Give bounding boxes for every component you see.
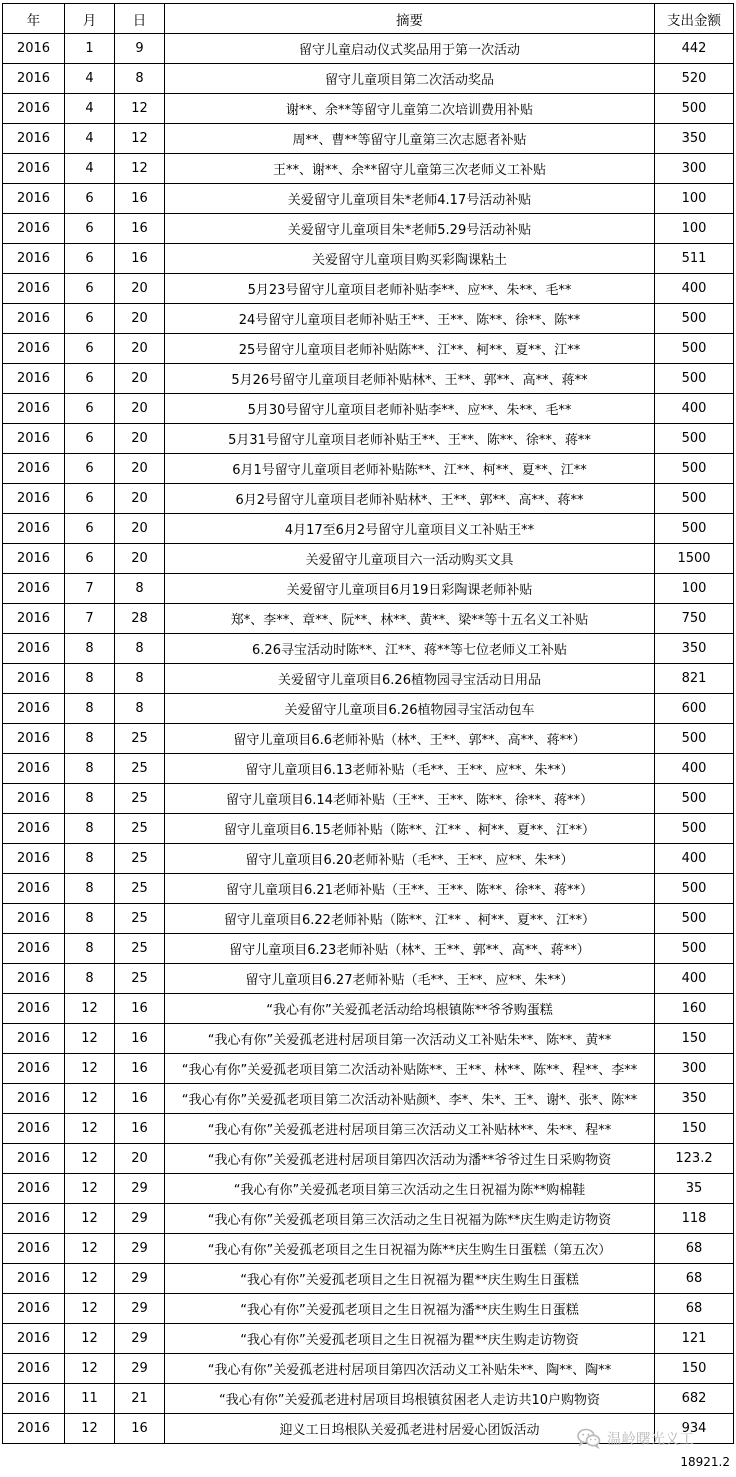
table-row	[3, 994, 734, 1024]
cell-summary: “我心有你”关爱孤老进村居项目第四次活动为潘**爷爷过生日采购物资	[165, 1144, 655, 1174]
cell-month: 6	[65, 394, 115, 424]
cell-summary: “我心有你”关爱孤老进村居项目第四次活动义工补贴朱**、陶**、陶**	[165, 1354, 655, 1384]
cell-day: 25	[115, 844, 165, 874]
cell-year: 2016	[3, 34, 65, 64]
cell-year: 2016	[3, 454, 65, 484]
cell-year: 2016	[3, 184, 65, 214]
cell-day: 20	[115, 544, 165, 574]
table-row	[3, 1174, 734, 1204]
cell-day: 25	[115, 934, 165, 964]
cell-amount: 500	[655, 304, 734, 334]
cell-amount: 520	[655, 64, 734, 94]
cell-amount: 118	[655, 1204, 734, 1234]
cell-month: 6	[65, 334, 115, 364]
table-row	[3, 634, 734, 664]
cell-year: 2016	[3, 334, 65, 364]
table-row	[3, 754, 734, 784]
cell-summary: 留守儿童项目6.6老师补贴（林*、王**、郭**、高**、蒋**）	[165, 724, 655, 754]
cell-amount: 150	[655, 1354, 734, 1384]
table-row	[3, 484, 734, 514]
cell-day: 25	[115, 814, 165, 844]
cell-year: 2016	[3, 604, 65, 634]
cell-month: 12	[65, 1354, 115, 1384]
cell-month: 8	[65, 754, 115, 784]
cell-day: 21	[115, 1384, 165, 1414]
cell-amount: 500	[655, 484, 734, 514]
cell-summary: 留守儿童项目6.21老师补贴（王**、王**、陈**、徐**、蒋**）	[165, 874, 655, 904]
table-row	[3, 304, 734, 334]
cell-month: 8	[65, 634, 115, 664]
cell-day: 28	[115, 604, 165, 634]
cell-year: 2016	[3, 754, 65, 784]
table-row	[3, 184, 734, 214]
cell-year: 2016	[3, 394, 65, 424]
cell-amount: 35	[655, 1174, 734, 1204]
cell-amount: 500	[655, 874, 734, 904]
cell-summary: 关爱留守儿童项目6月19日彩陶课老师补贴	[165, 574, 655, 604]
cell-summary: “我心有你”关爱孤老项目第二次活动补贴陈**、王**、林**、陈**、程**、李**	[165, 1054, 655, 1084]
table-row	[3, 874, 734, 904]
cell-month: 4	[65, 154, 115, 184]
cell-summary: “我心有你”关爱孤老活动给坞根镇陈**爷爷购蛋糕	[165, 994, 655, 1024]
cell-year: 2016	[3, 214, 65, 244]
expense-table	[2, 3, 734, 1444]
cell-amount: 300	[655, 1054, 734, 1084]
cell-summary: 留守儿童项目6.20老师补贴（毛**、王**、应**、朱**）	[165, 844, 655, 874]
cell-day: 20	[115, 424, 165, 454]
table-row	[3, 694, 734, 724]
cell-summary: 留守儿童项目6.15老师补贴（陈**、江** 、柯**、夏**、江**）	[165, 814, 655, 844]
cell-day: 12	[115, 94, 165, 124]
table-row	[3, 1354, 734, 1384]
cell-amount: 400	[655, 754, 734, 784]
cell-year: 2016	[3, 574, 65, 604]
cell-summary: “我心有你”关爱孤老项目之生日祝福为潘**庆生购生日蛋糕	[165, 1294, 655, 1324]
cell-year: 2016	[3, 154, 65, 184]
table-row	[3, 1294, 734, 1324]
cell-year: 2016	[3, 874, 65, 904]
cell-summary: 关爱留守儿童项目朱*老师4.17号活动补贴	[165, 184, 655, 214]
cell-summary: 关爱留守儿童项目6.26植物园寻宝活动日用品	[165, 664, 655, 694]
cell-month: 12	[65, 1414, 115, 1444]
cell-month: 8	[65, 904, 115, 934]
cell-month: 6	[65, 514, 115, 544]
cell-day: 20	[115, 514, 165, 544]
wechat-icon	[577, 1428, 601, 1449]
cell-month: 12	[65, 1204, 115, 1234]
cell-year: 2016	[3, 724, 65, 754]
cell-day: 20	[115, 394, 165, 424]
cell-summary: “我心有你”关爱孤老进村居项目坞根镇贫困老人走访共10户购物资	[165, 1384, 655, 1414]
cell-amount: 68	[655, 1234, 734, 1264]
table-row	[3, 1054, 734, 1084]
header-summary: 摘要	[165, 4, 655, 34]
table-row	[3, 334, 734, 364]
cell-year: 2016	[3, 904, 65, 934]
cell-summary: “我心有你”关爱孤老项目第三次活动之生日祝福为陈**庆生购走访物资	[165, 1204, 655, 1234]
cell-day: 16	[115, 1024, 165, 1054]
cell-month: 12	[65, 1174, 115, 1204]
table-row	[3, 1384, 734, 1414]
cell-day: 20	[115, 274, 165, 304]
cell-amount: 500	[655, 94, 734, 124]
cell-month: 12	[65, 1114, 115, 1144]
cell-amount: 500	[655, 514, 734, 544]
table-row	[3, 544, 734, 574]
cell-month: 8	[65, 694, 115, 724]
cell-month: 4	[65, 94, 115, 124]
cell-summary: 迎义工日坞根队关爱孤老进村居爱心团饭活动	[165, 1414, 655, 1444]
table-row	[3, 124, 734, 154]
cell-month: 12	[65, 1024, 115, 1054]
table-row	[3, 154, 734, 184]
cell-month: 8	[65, 724, 115, 754]
cell-day: 25	[115, 784, 165, 814]
cell-summary: 4月17至6月2号留守儿童项目义工补贴王**	[165, 514, 655, 544]
cell-day: 9	[115, 34, 165, 64]
cell-summary: 6月2号留守儿童项目老师补贴林*、王**、郭**、高**、蒋**	[165, 484, 655, 514]
cell-amount: 500	[655, 784, 734, 814]
cell-year: 2016	[3, 784, 65, 814]
cell-summary: 6月1号留守儿童项目老师补贴陈**、江**、柯**、夏**、江**	[165, 454, 655, 484]
cell-year: 2016	[3, 1024, 65, 1054]
cell-amount: 500	[655, 814, 734, 844]
cell-amount: 100	[655, 184, 734, 214]
cell-amount: 68	[655, 1264, 734, 1294]
cell-day: 20	[115, 454, 165, 484]
cell-summary: 5月30号留守儿童项目老师补贴李**、应**、朱**、毛**	[165, 394, 655, 424]
cell-summary: “我心有你”关爱孤老项目之生日祝福为陈**庆生购生日蛋糕（第五次）	[165, 1234, 655, 1264]
cell-year: 2016	[3, 1204, 65, 1234]
cell-year: 2016	[3, 1324, 65, 1354]
cell-month: 12	[65, 1234, 115, 1264]
cell-month: 7	[65, 604, 115, 634]
cell-day: 29	[115, 1204, 165, 1234]
cell-year: 2016	[3, 1174, 65, 1204]
cell-year: 2016	[3, 1054, 65, 1084]
cell-day: 12	[115, 154, 165, 184]
cell-month: 12	[65, 994, 115, 1024]
cell-year: 2016	[3, 1084, 65, 1114]
cell-summary: “我心有你”关爱孤老项目第二次活动补贴颜*、李*、朱*、王*、谢*、张*、陈**	[165, 1084, 655, 1114]
cell-year: 2016	[3, 694, 65, 724]
table-row	[3, 934, 734, 964]
cell-amount: 400	[655, 844, 734, 874]
cell-day: 8	[115, 634, 165, 664]
cell-day: 29	[115, 1234, 165, 1264]
cell-amount: 150	[655, 1024, 734, 1054]
cell-month: 8	[65, 964, 115, 994]
table-row	[3, 904, 734, 934]
table-row	[3, 664, 734, 694]
header-year: 年	[3, 4, 65, 34]
cell-summary: “我心有你”关爱孤老项目之生日祝福为瞿**庆生购走访物资	[165, 1324, 655, 1354]
cell-day: 29	[115, 1324, 165, 1354]
cell-summary: 关爱留守儿童项目六一活动购买文具	[165, 544, 655, 574]
table-row	[3, 784, 734, 814]
cell-year: 2016	[3, 1234, 65, 1264]
cell-summary: 郑*、李**、章**、阮**、林**、黄**、梁**等十五名义工补贴	[165, 604, 655, 634]
cell-month: 12	[65, 1294, 115, 1324]
cell-amount: 511	[655, 244, 734, 274]
table-row	[3, 424, 734, 454]
cell-amount: 500	[655, 424, 734, 454]
cell-day: 8	[115, 664, 165, 694]
cell-month: 8	[65, 664, 115, 694]
cell-month: 12	[65, 1054, 115, 1084]
cell-year: 2016	[3, 364, 65, 394]
watermark-text: 温岭曙光义工	[607, 1432, 694, 1448]
cell-month: 6	[65, 214, 115, 244]
cell-month: 6	[65, 454, 115, 484]
cell-year: 2016	[3, 484, 65, 514]
cell-year: 2016	[3, 1144, 65, 1174]
cell-summary: 留守儿童项目6.22老师补贴（陈**、江** 、柯**、夏**、江**）	[165, 904, 655, 934]
cell-year: 2016	[3, 1114, 65, 1144]
table-row	[3, 364, 734, 394]
cell-summary: 留守儿童项目6.27老师补贴（毛**、王**、应**、朱**）	[165, 964, 655, 994]
cell-year: 2016	[3, 664, 65, 694]
cell-year: 2016	[3, 1384, 65, 1414]
cell-month: 6	[65, 544, 115, 574]
cell-amount: 500	[655, 724, 734, 754]
table-row	[3, 604, 734, 634]
cell-amount: 300	[655, 154, 734, 184]
cell-month: 6	[65, 484, 115, 514]
cell-summary: 留守儿童项目6.13老师补贴（毛**、王**、应**、朱**）	[165, 754, 655, 784]
cell-month: 8	[65, 814, 115, 844]
cell-year: 2016	[3, 124, 65, 154]
table-row	[3, 64, 734, 94]
cell-year: 2016	[3, 544, 65, 574]
cell-summary: 关爱留守儿童项目购买彩陶课粘土	[165, 244, 655, 274]
cell-day: 29	[115, 1174, 165, 1204]
cell-month: 8	[65, 784, 115, 814]
cell-summary: 5月23号留守儿童项目老师补贴李**、应**、朱**、毛**	[165, 274, 655, 304]
table-row	[3, 724, 734, 754]
cell-day: 20	[115, 484, 165, 514]
table-row	[3, 274, 734, 304]
cell-month: 6	[65, 274, 115, 304]
cell-amount: 442	[655, 34, 734, 64]
cell-amount: 100	[655, 574, 734, 604]
cell-amount: 350	[655, 124, 734, 154]
cell-day: 12	[115, 124, 165, 154]
cell-amount: 500	[655, 934, 734, 964]
table-row	[3, 1114, 734, 1144]
cell-amount: 400	[655, 964, 734, 994]
table-row	[3, 1024, 734, 1054]
header-day: 日	[115, 4, 165, 34]
cell-year: 2016	[3, 94, 65, 124]
cell-day: 16	[115, 1414, 165, 1444]
cell-day: 16	[115, 184, 165, 214]
cell-day: 25	[115, 874, 165, 904]
cell-day: 25	[115, 754, 165, 784]
cell-month: 6	[65, 244, 115, 274]
header-amount: 支出金额	[655, 4, 734, 34]
cell-amount: 100	[655, 214, 734, 244]
cell-month: 8	[65, 934, 115, 964]
cell-month: 6	[65, 424, 115, 454]
cell-day: 20	[115, 364, 165, 394]
cell-year: 2016	[3, 1354, 65, 1384]
cell-amount: 400	[655, 394, 734, 424]
cell-amount: 750	[655, 604, 734, 634]
cell-day: 16	[115, 1114, 165, 1144]
total-amount: 18921.2	[680, 1455, 730, 1469]
cell-year: 2016	[3, 934, 65, 964]
table-row	[3, 244, 734, 274]
cell-summary: 王**、谢**、余**留守儿童第三次老师义工补贴	[165, 154, 655, 184]
cell-amount: 68	[655, 1294, 734, 1324]
cell-month: 4	[65, 64, 115, 94]
cell-amount: 150	[655, 1114, 734, 1144]
cell-amount: 160	[655, 994, 734, 1024]
cell-summary: 周**、曹**等留守儿童第三次志愿者补贴	[165, 124, 655, 154]
cell-amount: 821	[655, 664, 734, 694]
cell-amount: 934	[655, 1414, 734, 1444]
table-row	[3, 1234, 734, 1264]
cell-day: 16	[115, 994, 165, 1024]
cell-summary: “我心有你”关爱孤老进村居项目第三次活动义工补贴林**、朱**、程**	[165, 1114, 655, 1144]
cell-amount: 350	[655, 634, 734, 664]
cell-month: 11	[65, 1384, 115, 1414]
cell-summary: 24号留守儿童项目老师补贴王**、王**、陈**、徐**、陈**	[165, 304, 655, 334]
cell-month: 6	[65, 304, 115, 334]
cell-summary: 关爱留守儿童项目6.26植物园寻宝活动包车	[165, 694, 655, 724]
cell-amount: 400	[655, 274, 734, 304]
cell-summary: “我心有你”关爱孤老项目之生日祝福为瞿**庆生购生日蛋糕	[165, 1264, 655, 1294]
cell-day: 8	[115, 64, 165, 94]
cell-year: 2016	[3, 514, 65, 544]
cell-month: 12	[65, 1084, 115, 1114]
table-row	[3, 964, 734, 994]
watermark	[577, 1428, 694, 1449]
table-row	[3, 514, 734, 544]
table-row	[3, 844, 734, 874]
cell-year: 2016	[3, 274, 65, 304]
cell-amount: 350	[655, 1084, 734, 1114]
cell-summary: 留守儿童项目6.23老师补贴（林*、王**、郭**、高**、蒋**）	[165, 934, 655, 964]
cell-day: 20	[115, 304, 165, 334]
cell-summary: 留守儿童项目第二次活动奖品	[165, 64, 655, 94]
table-body	[3, 34, 734, 1444]
table-row	[3, 94, 734, 124]
cell-amount: 600	[655, 694, 734, 724]
cell-month: 12	[65, 1264, 115, 1294]
header-row	[3, 4, 734, 34]
table-row	[3, 1264, 734, 1294]
cell-amount: 500	[655, 364, 734, 394]
cell-month: 12	[65, 1324, 115, 1354]
table-row	[3, 574, 734, 604]
cell-day: 25	[115, 724, 165, 754]
cell-summary: 25号留守儿童项目老师补贴陈**、江**、柯**、夏**、江**	[165, 334, 655, 364]
table-row	[3, 1144, 734, 1174]
cell-year: 2016	[3, 424, 65, 454]
cell-day: 29	[115, 1294, 165, 1324]
cell-year: 2016	[3, 634, 65, 664]
cell-day: 16	[115, 244, 165, 274]
cell-amount: 500	[655, 454, 734, 484]
cell-day: 29	[115, 1264, 165, 1294]
cell-month: 8	[65, 874, 115, 904]
cell-year: 2016	[3, 964, 65, 994]
cell-amount: 121	[655, 1324, 734, 1354]
table-row	[3, 1324, 734, 1354]
cell-day: 8	[115, 694, 165, 724]
cell-year: 2016	[3, 304, 65, 334]
cell-summary: “我心有你”关爱孤老进村居项目第一次活动义工补贴朱**、陈**、黄**	[165, 1024, 655, 1054]
cell-year: 2016	[3, 844, 65, 874]
cell-year: 2016	[3, 64, 65, 94]
cell-month: 4	[65, 124, 115, 154]
cell-year: 2016	[3, 1294, 65, 1324]
cell-amount: 500	[655, 904, 734, 934]
header-month: 月	[65, 4, 115, 34]
cell-year: 2016	[3, 994, 65, 1024]
cell-month: 6	[65, 184, 115, 214]
cell-summary: 留守儿童项目6.14老师补贴（王**、王**、陈**、徐**、蒋**）	[165, 784, 655, 814]
cell-day: 8	[115, 574, 165, 604]
cell-amount: 123.2	[655, 1144, 734, 1174]
table-row	[3, 1204, 734, 1234]
cell-day: 20	[115, 1144, 165, 1174]
cell-month: 8	[65, 844, 115, 874]
cell-summary: 6.26寻宝活动时陈**、江**、蒋**等七位老师义工补贴	[165, 634, 655, 664]
cell-month: 12	[65, 1144, 115, 1174]
table-row	[3, 454, 734, 484]
cell-day: 25	[115, 964, 165, 994]
table-row	[3, 214, 734, 244]
cell-day: 16	[115, 1054, 165, 1084]
cell-summary: 谢**、余**等留守儿童第二次培训费用补贴	[165, 94, 655, 124]
cell-year: 2016	[3, 1414, 65, 1444]
cell-day: 29	[115, 1354, 165, 1384]
cell-day: 16	[115, 1084, 165, 1114]
table-row	[3, 814, 734, 844]
cell-day: 25	[115, 904, 165, 934]
table-row	[3, 34, 734, 64]
cell-summary: 留守儿童启动仪式奖品用于第一次活动	[165, 34, 655, 64]
table-row	[3, 1084, 734, 1114]
cell-month: 1	[65, 34, 115, 64]
cell-month: 7	[65, 574, 115, 604]
cell-month: 6	[65, 364, 115, 394]
cell-year: 2016	[3, 814, 65, 844]
cell-year: 2016	[3, 1264, 65, 1294]
cell-summary: 5月26号留守儿童项目老师补贴林*、王**、郭**、高**、蒋**	[165, 364, 655, 394]
cell-amount: 682	[655, 1384, 734, 1414]
cell-summary: “我心有你”关爱孤老项目第三次活动之生日祝福为陈**购棉鞋	[165, 1174, 655, 1204]
cell-summary: 关爱留守儿童项目朱*老师5.29号活动补贴	[165, 214, 655, 244]
cell-day: 16	[115, 214, 165, 244]
cell-summary: 5月31号留守儿童项目老师补贴王**、王**、陈**、徐**、蒋**	[165, 424, 655, 454]
cell-year: 2016	[3, 244, 65, 274]
cell-amount: 500	[655, 334, 734, 364]
cell-amount: 1500	[655, 544, 734, 574]
table-row	[3, 394, 734, 424]
cell-day: 20	[115, 334, 165, 364]
